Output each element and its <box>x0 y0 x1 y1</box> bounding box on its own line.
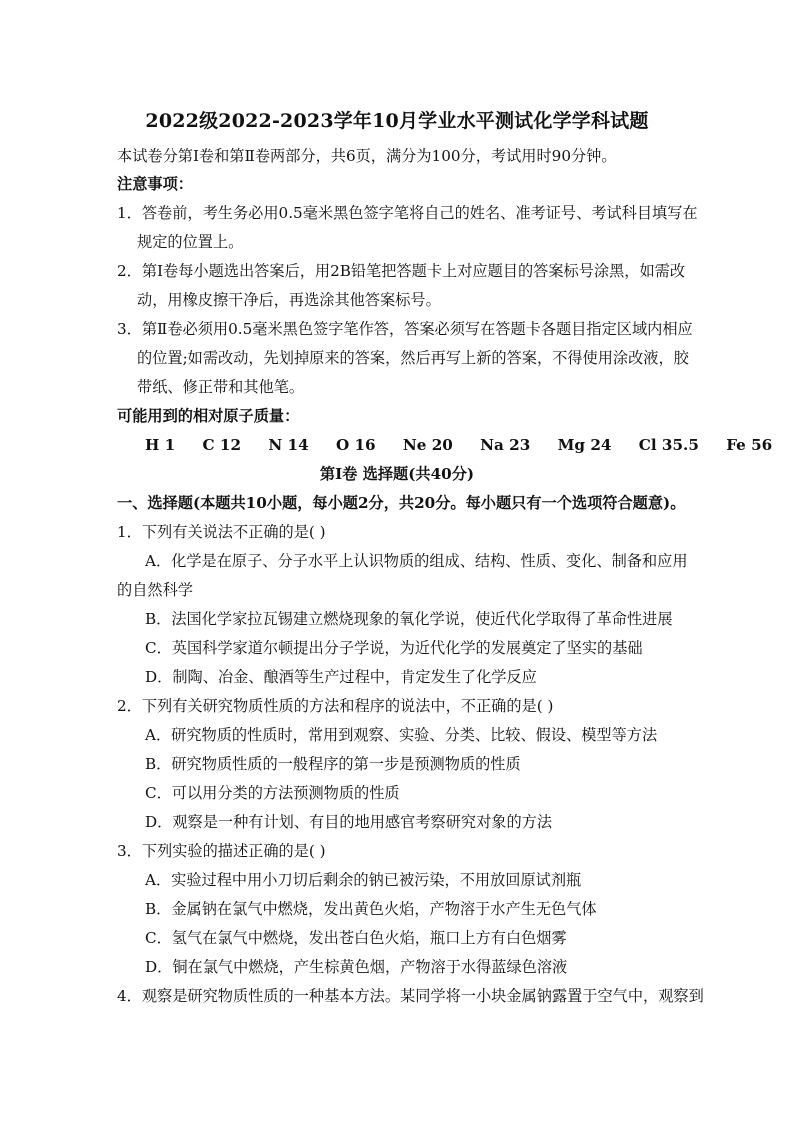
mass-fe: Fe 56 <box>726 436 773 454</box>
mass-n: N 14 <box>268 436 309 454</box>
mass-ne: Ne 20 <box>402 436 453 454</box>
question-2-option-d: D．观察是一种有计划、有目的地用感官考察研究对象的方法 <box>145 813 553 831</box>
question-1-option-a-cont: 的自然科学 <box>117 581 193 599</box>
mass-c: C 12 <box>202 436 242 454</box>
question-2-stem: 2．下列有关研究物质性质的方法和程序的说法中，不正确的是( ) <box>117 697 554 715</box>
section-title: 第Ⅰ卷 选择题(共40分) <box>319 465 475 483</box>
note-2-line-2: 动，用橡皮擦干净后，再选涂其他答案标号。 <box>137 291 441 309</box>
mass-cl: Cl 35.5 <box>638 436 699 454</box>
mass-o: O 16 <box>335 436 376 454</box>
note-1-line-1: 1．答卷前，考生务必用0.5毫米黑色签字笔将自己的姓名、准考证号、考试科目填写在 <box>117 204 698 222</box>
note-1-line-2: 规定的位置上。 <box>137 233 244 251</box>
note-3-line-3: 带纸、修正带和其他笔。 <box>137 378 305 396</box>
question-2-option-a: A．研究物质的性质时，常用到观察、实验、分类、比较、假设、模型等方法 <box>145 726 658 744</box>
question-3-option-a: A．实验过程中用小刀切后剩余的钠已被污染，不用放回原试剂瓶 <box>145 871 582 889</box>
atomic-masses-heading: 可能用到的相对原子质量： <box>117 407 300 425</box>
note-3-line-1: 3．第Ⅱ卷必须用0.5毫米黑色签字笔作答，答案必须写在答题卡各题目指定区域内相应 <box>117 320 693 338</box>
mass-na: Na 23 <box>480 436 531 454</box>
question-3-stem: 3．下列实验的描述正确的是( ) <box>117 842 326 860</box>
question-1-option-a: A．化学是在原子、分子水平上认识物质的组成、结构、性质、变化、制备和应用 <box>145 552 688 570</box>
question-1-option-c: C．英国科学家道尔顿提出分子学说，为近代化学的发展奠定了坚实的基础 <box>145 639 643 657</box>
intro-text: 本试卷分第Ⅰ卷和第Ⅱ卷两部分，共6页，满分为100分，考试用时90分钟。 <box>117 147 617 165</box>
note-3-line-2: 的位置;如需改动，先划掉原来的答案，然后再写上新的答案，不得使用涂改液，胶 <box>137 349 689 367</box>
question-3-option-b: B．金属钠在氯气中燃烧，发出黄色火焰，产物溶于水产生无色气体 <box>145 900 597 918</box>
question-1-option-d: D．制陶、冶金、酿酒等生产过程中，肯定发生了化学反应 <box>145 668 537 686</box>
question-1-stem: 1．下列有关说法不正确的是( ) <box>117 523 326 541</box>
question-3-option-d: D．铜在氯气中燃烧，产生棕黄色烟，产物溶于水得蓝绿色溶液 <box>145 958 568 976</box>
question-2-option-b: B．研究物质性质的一般程序的第一步是预测物质的性质 <box>145 755 521 773</box>
question-1-option-b: B．法国化学家拉瓦锡建立燃烧现象的氧化学说，使近代化学取得了革命性进展 <box>145 610 673 628</box>
part-heading: 一、选择题(本题共10小题，每小题2分，共20分。每小题只有一个选项符合题意)。 <box>117 494 686 512</box>
question-3-option-c: C．氢气在氯气中燃烧，发出苍白色火焰，瓶口上方有白色烟雾 <box>145 929 567 947</box>
mass-h: H 1 <box>145 436 176 454</box>
mass-mg: Mg 24 <box>557 436 612 454</box>
atomic-masses-list <box>145 435 794 455</box>
notes-heading: 注意事项： <box>117 175 193 193</box>
exam-title: 2022级2022-2023学年10月学业水平测试化学学科试题 <box>145 110 649 132</box>
question-4-stem: 4．观察是研究物质性质的一种基本方法。某同学将一小块金属钠露置于空气中，观察到 <box>117 987 704 1005</box>
question-2-option-c: C．可以用分类的方法预测物质的性质 <box>145 784 400 802</box>
note-2-line-1: 2．第Ⅰ卷每小题选出答案后，用2B铅笔把答题卡上对应题目的答案标号涂黑，如需改 <box>117 262 686 280</box>
